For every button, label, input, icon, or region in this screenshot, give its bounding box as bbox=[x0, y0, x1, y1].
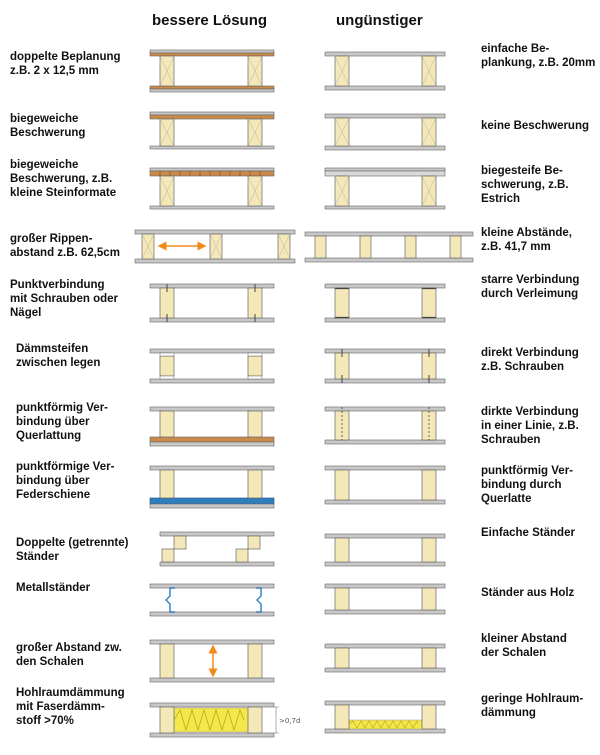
label-left-5: Punktverbindung mit Schrauben oder Nägel bbox=[10, 279, 118, 319]
diagram-worse-4 bbox=[305, 232, 473, 262]
diagram-worse-5 bbox=[325, 284, 445, 322]
label-left-9: Doppelte (getrennte) Ständer bbox=[16, 537, 129, 563]
diagram-worse-7 bbox=[325, 407, 445, 444]
label-right-10: Ständer aus Holz bbox=[481, 587, 575, 599]
diagram-worse-2 bbox=[325, 114, 445, 150]
label-right-3: biegesteife Be- schwerung, z.B. Estrich bbox=[481, 165, 569, 205]
diagram-better-3 bbox=[150, 168, 274, 209]
label-right-8: punktförmig Ver- bindung durch Querlatte bbox=[481, 465, 574, 505]
label-left-12: Hohlraumdämmung mit Faserdämm- stoff >70% bbox=[16, 687, 125, 727]
diagram-worse-8 bbox=[325, 466, 445, 504]
label-left-8: punktförmige Ver- bindung über Federschiene bbox=[16, 461, 115, 501]
diagram-worse-12 bbox=[325, 701, 445, 733]
header-better: bessere Lösung bbox=[152, 12, 268, 29]
diagram-worse-9 bbox=[325, 534, 445, 566]
diagram-worse-6 bbox=[325, 349, 445, 383]
header-worse: ungünstiger bbox=[336, 12, 423, 29]
metal-stud-right bbox=[256, 588, 261, 612]
label-left-3: biegeweiche Beschwerung, z.B. kleine Steinformate bbox=[10, 159, 117, 199]
label-left-4: großer Rippen- abstand z.B. 62,5cm bbox=[10, 233, 120, 259]
label-left-7: punktförmig Ver- bindung über Querlattung bbox=[16, 402, 109, 442]
label-right-9: Einfache Ständer bbox=[481, 527, 575, 539]
diagram-better-4 bbox=[135, 230, 295, 263]
label-left-6: Dämmsteifen zwischen legen bbox=[16, 343, 101, 369]
label-right-4: kleine Abstände, z.B. 41,7 mm bbox=[481, 227, 572, 253]
label-right-2: keine Beschwerung bbox=[481, 120, 590, 132]
label-right-12: geringe Hohlraum- dämmung bbox=[481, 693, 584, 719]
label-right-1: einfache Be- plankung, z.B. 20mm bbox=[481, 43, 596, 69]
label-right-6: direkt Verbindung z.B. Schrauben bbox=[481, 347, 579, 373]
diagram-better-9 bbox=[160, 532, 274, 566]
label-left-11: großer Abstand zw. den Schalen bbox=[16, 642, 122, 668]
label-left-2: biegeweiche Beschwerung bbox=[10, 113, 86, 139]
diagram-worse-10 bbox=[325, 584, 445, 614]
diagram-better-5 bbox=[150, 284, 274, 322]
label-left-1: doppelte Beplanung z.B. 2 x 12,5 mm bbox=[10, 51, 121, 77]
diagram-better-11 bbox=[150, 640, 274, 682]
diagram-worse-1 bbox=[325, 52, 445, 90]
diagram-worse-11 bbox=[325, 644, 445, 672]
insulation-dim-label: >0,7d bbox=[279, 717, 301, 725]
diagram-better-8 bbox=[150, 466, 274, 508]
label-right-11: kleiner Abstand der Schalen bbox=[481, 633, 567, 659]
label-right-7: dirkte Verbindung in einer Linie, z.B. Schrauben bbox=[481, 406, 579, 446]
diagram-better-2 bbox=[150, 112, 274, 149]
diagram-better-7 bbox=[150, 407, 274, 446]
metal-stud-left bbox=[166, 588, 175, 612]
diagram-better-10 bbox=[150, 584, 274, 616]
diagram-worse-3 bbox=[325, 168, 445, 209]
label-right-5: starre Verbindung durch Verleimung bbox=[481, 274, 580, 300]
label-left-10: Metallständer bbox=[16, 582, 91, 594]
diagram-better-12 bbox=[150, 703, 300, 737]
diagram-better-6 bbox=[150, 349, 274, 383]
diagram-better-1 bbox=[150, 50, 274, 92]
